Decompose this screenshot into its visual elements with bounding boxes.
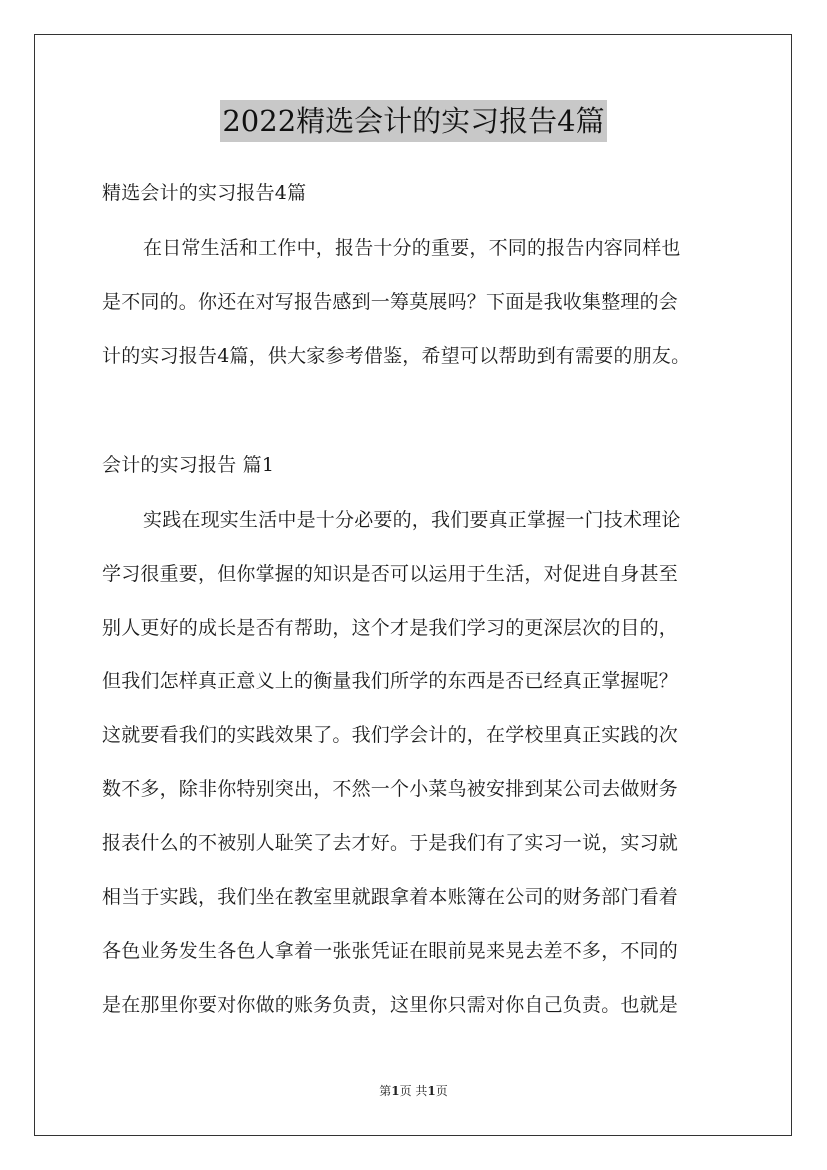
body-line: 实践在现实生活中是十分必要的，我们要真正掌握一门技术理论 (143, 509, 681, 531)
body-line: 相当于实践，我们坐在教室里就跟拿着本账簿在公司的财务部门看着 (102, 886, 679, 908)
intro-line: 是不同的。你还在对写报告感到一筹莫展吗？下面是我收集整理的会 (102, 291, 679, 313)
body-line: 各色业务发生各色人拿着一张张凭证在眼前晃来晃去差不多，不同的 (102, 940, 679, 962)
title-container (0, 100, 827, 142)
intro-line: 在日常生活和工作中，报告十分的重要，不同的报告内容同样也 (143, 237, 681, 259)
page-mid-text: 页 共 (399, 1084, 428, 1098)
body-line: 报表什么的不被别人耻笑了去才好。于是我们有了实习一说，实习就 (102, 832, 679, 854)
body-line: 别人更好的成长是否有帮助，这个才是我们学习的更深层次的目的， (102, 617, 679, 639)
intro-line: 计的实习报告4篇，供大家参考借鉴，希望可以帮助到有需要的朋友。 (102, 345, 691, 367)
page-footer (0, 1082, 827, 1099)
body-line: 学习很重要，但你掌握的知识是否可以运用于生活，对促进自身甚至 (102, 563, 679, 585)
page-prefix: 第 (379, 1084, 392, 1098)
body-line: 是在那里你要对你做的账务负责，这里你只需对你自己负责。也就是 (102, 994, 679, 1016)
body-line: 这就要看我们的实践效果了。我们学会计的，在学校里真正实践的次 (102, 724, 679, 746)
section-heading: 会计的实习报告 篇1 (102, 454, 275, 476)
total-page-number: 1 (427, 1084, 436, 1098)
current-page-number: 1 (391, 1084, 400, 1098)
page-suffix: 页 (435, 1084, 448, 1098)
document-title: 2022精选会计的实习报告4篇 (220, 100, 606, 142)
body-line: 数不多，除非你特别突出，不然一个小菜鸟被安排到某公司去做财务 (102, 778, 679, 800)
document-subtitle: 精选会计的实习报告4篇 (102, 182, 307, 204)
body-line: 但我们怎样真正意义上的衡量我们所学的东西是否已经真正掌握呢？ (102, 670, 679, 692)
